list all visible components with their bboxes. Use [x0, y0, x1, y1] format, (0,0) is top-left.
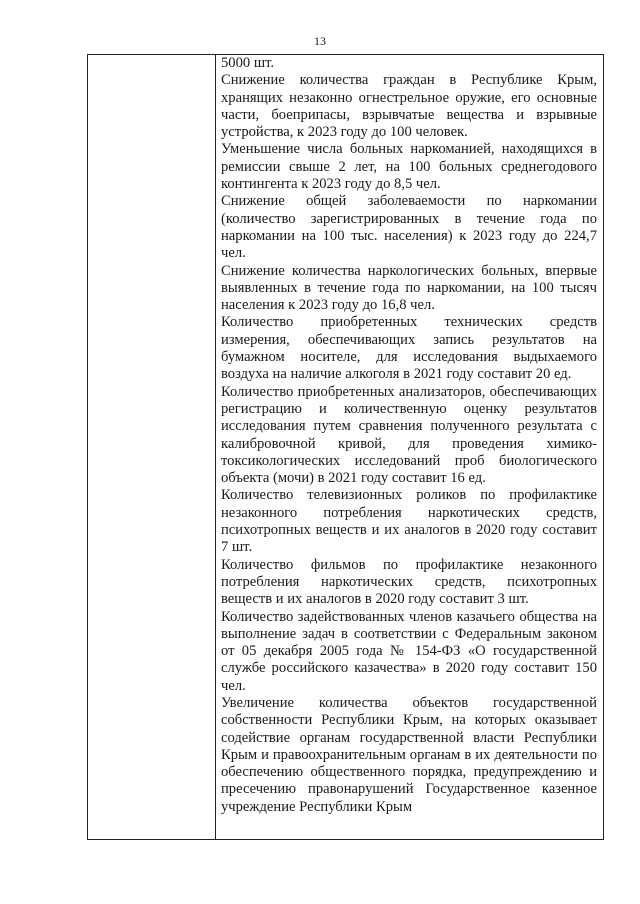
table-left-column	[88, 55, 216, 839]
paragraph-cossacks: Количество задействованных членов казачьего общества на выполнение задач в соответствии с Федеральным законом от 05 декабря 2005 года № 154-ФЗ «О государственной службе российского казачества» в 2020 году составит 150 чел.	[221, 608, 597, 694]
paragraph-state-objects: Увеличение количества объектов государственной собственности Республики Крым, на которых оказывает содействие органам государственной власти Республики Крым и правоохранительным органам в их деятельности по обеспечению общественного порядка, предупреждению и пресечению правонарушений Государственное казенное учреждение Республики Крым	[221, 694, 597, 815]
table-bottom-border	[87, 839, 604, 840]
paragraph-tv-spots: Количество телевизионных роликов по профилактике незаконного потребления наркотических средств, психотропных веществ и их аналогов в 2020 году составит 7 шт.	[221, 487, 597, 556]
page-number: 13	[314, 34, 326, 48]
paragraph-remission: Уменьшение числа больных наркоманией, находящихся в ремиссии свыше 2 лет, на 100 больных среднегодового контингента к 2023 году до 8,5 чел.	[221, 141, 597, 193]
paragraph-breath-devices: Количество приобретенных технических средств измерения, обеспечивающих запись результатов на бумажном носителе, для исследования выдыхаемого воздуха на наличие алкоголя в 2021 году составит 20 ед.	[221, 314, 597, 383]
document-table	[87, 54, 604, 839]
paragraph-illegal-weapons: Снижение количества граждан в Республике Крым, хранящих незаконно огнестрельное оружие, его основные части, боеприпасы, взрывчатые вещества и взрывные устройства, к 2023 году до 100 человек.	[221, 72, 597, 141]
paragraph-morbidity: Снижение общей заболеваемости по наркомании (количество зарегистрированных в течение года по наркомании на 100 тыс. населения) к 2023 году до 224,7 чел.	[221, 193, 597, 262]
paragraph-quantity-end: 5000 шт.	[221, 55, 275, 71]
paragraph-films: Количество фильмов по профилактике незаконного потребления наркотических средств, психотропных веществ и их аналогов в 2020 году составит 3 шт.	[221, 556, 597, 608]
paragraph-analyzers: Количество приобретенных анализаторов, обеспечивающих регистрацию и количественную оценку результатов исследования путем сравнения полученного результата с калибровочной кривой, для проведения химико-токсикологических исследований проб биологического объекта (мочи) в 2021 году составит 16 ед.	[221, 383, 597, 487]
paragraph-new-patients: Снижение количества наркологических больных, впервые выявленных в течение года по наркомании, на 100 тысяч населения к 2023 году до 16,8 чел.	[221, 262, 597, 314]
table-right-column	[216, 55, 603, 839]
